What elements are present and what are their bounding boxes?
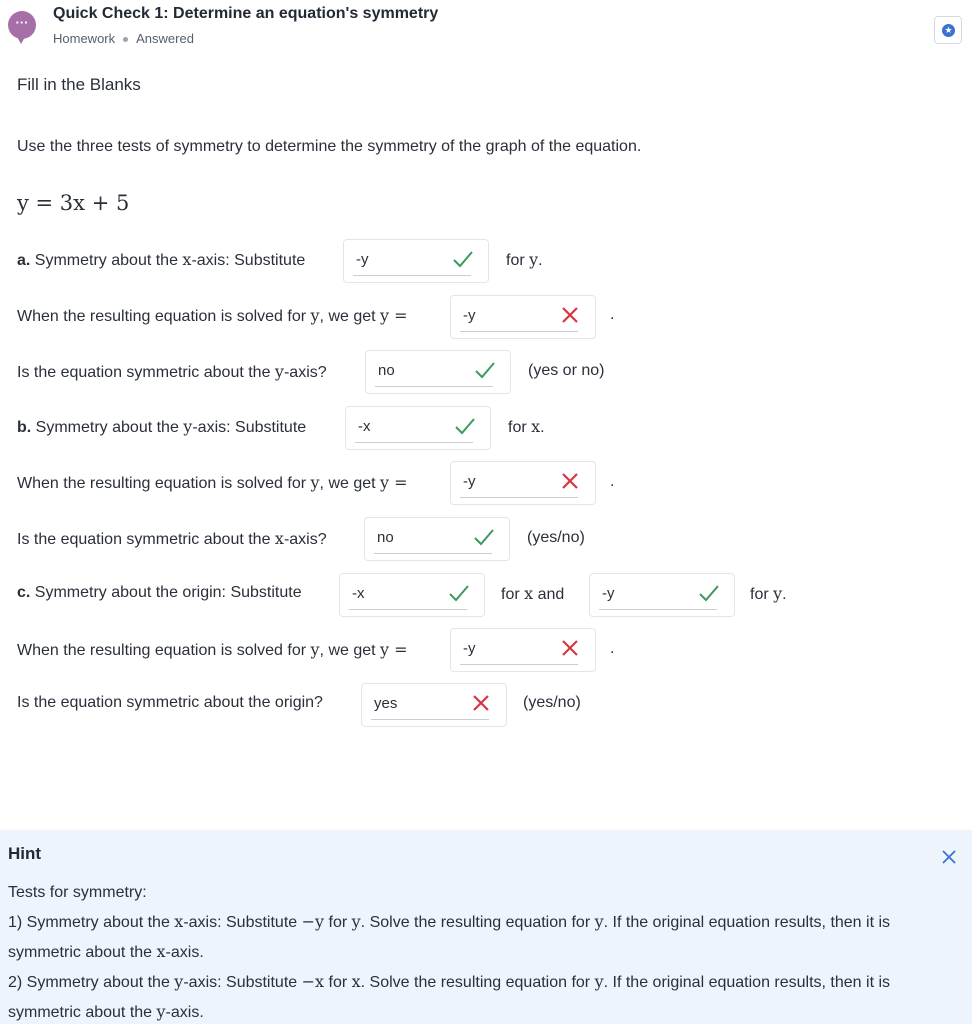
answer-field-a1[interactable]: -y	[343, 239, 489, 283]
check-icon	[452, 248, 474, 270]
answer-field-c1-y[interactable]: -y	[589, 573, 735, 617]
question-b-solved: When the resulting equation is solved for y, we get y =	[17, 473, 408, 492]
period-a2: .	[610, 306, 615, 323]
question-c-solved: When the resulting equation is solved for y, we get y =	[17, 640, 408, 659]
answer-field-b1[interactable]: -x	[345, 406, 491, 450]
page-title: Quick Check 1: Determine an equation's symmetry	[53, 5, 439, 22]
mid-c1: for x and	[501, 584, 565, 603]
answer-field-a2[interactable]: -y	[450, 295, 596, 339]
period-b2: .	[610, 473, 615, 490]
question-a-solved: When the resulting equation is solved for y, we get y =	[17, 306, 408, 325]
question-b-symmetric: Is the equation symmetric about the x-axis?	[17, 529, 327, 548]
question-b-y-axis: b. Symmetry about the y-axis: Substitute	[17, 417, 307, 436]
answer-field-c1-x[interactable]: -x	[339, 573, 485, 617]
hint-yes-no-a3: (yes or no)	[528, 362, 605, 379]
breadcrumb	[53, 31, 194, 46]
hint-yes-no-c3: (yes/no)	[523, 694, 581, 711]
answer-field-b2[interactable]: -y	[450, 461, 596, 505]
hint-rule-y-axis: 2) Symmetry about the y-axis: Substitute −x for x. Solve the resulting equation for y. If the original equation results, then it is symmetric about the y-axis.	[8, 972, 891, 1021]
suffix-b1: for x.	[508, 417, 545, 436]
hint-intro: Tests for symmetry:	[8, 884, 147, 901]
suffix-c1: for y.	[750, 584, 787, 603]
question-a-x-axis: a. Symmetry about the x-axis: Substitute	[17, 250, 306, 269]
answer-field-b3[interactable]: no	[364, 517, 510, 561]
instructions: Use the three tests of symmetry to determine the symmetry of the graph of the equation.	[17, 138, 642, 155]
assignment-avatar: ···	[8, 11, 36, 39]
x-mark-icon	[559, 637, 581, 659]
star-icon: ★	[942, 24, 955, 37]
check-icon	[474, 359, 496, 381]
question-a-symmetric: Is the equation symmetric about the y-axis?	[17, 362, 327, 381]
check-icon	[473, 526, 495, 548]
hint-yes-no-b3: (yes/no)	[527, 529, 585, 546]
hint-panel	[0, 830, 972, 1024]
suffix-a1: for y.	[506, 250, 543, 269]
x-mark-icon	[559, 304, 581, 326]
check-icon	[448, 582, 470, 604]
close-icon[interactable]	[940, 848, 958, 866]
hint-body	[8, 878, 966, 1027]
hint-rule-x-axis: 1) Symmetry about the x-axis: Substitute −y for y. Solve the resulting equation for y. If the original equation results, then it is symmetric about the x-axis.	[8, 912, 891, 961]
favorite-button[interactable]	[934, 16, 962, 44]
answer-field-a3[interactable]: no	[365, 350, 511, 394]
answer-field-c2[interactable]: -y	[450, 628, 596, 672]
check-icon	[454, 415, 476, 437]
x-mark-icon	[470, 692, 492, 714]
status-label: Answered	[136, 31, 194, 46]
category-label: Homework	[53, 31, 116, 46]
separator-dot	[123, 37, 128, 42]
hint-title: Hint	[8, 844, 42, 863]
equation: y = 3x + 5	[17, 191, 130, 215]
x-mark-icon	[559, 470, 581, 492]
question-c-symmetric: Is the equation symmetric about the origin?	[17, 694, 323, 711]
period-c2: .	[610, 640, 615, 657]
answer-field-c3[interactable]: yes	[361, 683, 507, 727]
check-icon	[698, 582, 720, 604]
section-title: Fill in the Blanks	[17, 75, 141, 94]
question-c-origin: c. Symmetry about the origin: Substitute	[17, 584, 302, 601]
